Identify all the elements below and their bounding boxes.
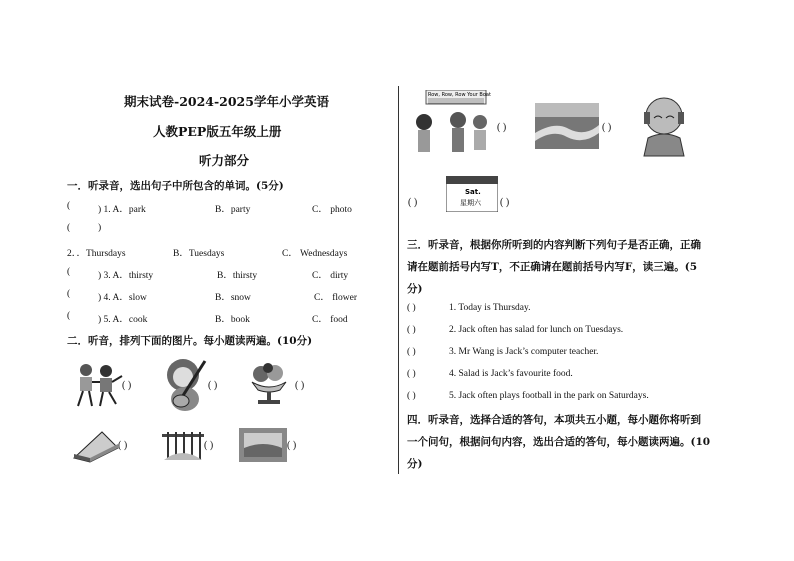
right-blank-1[interactable]: ( ) [497, 122, 507, 133]
q4-paren: ( [67, 289, 71, 299]
part3-item-paren[interactable]: ( ) [407, 369, 416, 379]
garden-fence-icon [162, 430, 204, 462]
part2-heading: 二．听音，排列下面的图片。每小题读两遍。(10分) [67, 335, 313, 347]
q2-option-c: C． Wednesdays [282, 249, 348, 259]
q2-option-a: 2．．Thursdays [67, 249, 126, 259]
part4-heading-line1: 四．听录音，选择合适的答句，本项共五小题，每小题你将听到 [407, 414, 701, 426]
part3-item-3: 3. Mr Wang is Jack’s computer teacher. [449, 347, 599, 357]
q3-option-b: B．thirsty [217, 271, 258, 281]
q5-option-a: ) 5. A．cook [98, 315, 148, 325]
listening-robot-icon [640, 94, 688, 160]
q4-option-c: C． flower [314, 293, 358, 303]
q3-option-c: C． dirty [312, 271, 349, 281]
q2-paren-close: ) [98, 223, 102, 233]
part4-heading-line2: 一个问句，根据问句内容，选出合适的答句，每小题读两遍。(10 [407, 436, 711, 448]
q2-option-b: B．Tuesdays [173, 249, 225, 259]
part2-blank-2[interactable]: ( ) [208, 380, 218, 391]
calendar-day-cn: 星期六 [460, 199, 481, 207]
q4-option-a: ) 4. A．slow [98, 293, 147, 303]
q2-paren: ( [67, 223, 71, 233]
song-title-label: Row, Row, Row Your Boat [428, 92, 491, 98]
q1-paren: ( [67, 201, 71, 211]
part3-item-paren[interactable]: ( ) [407, 391, 416, 401]
q5-paren: ( [67, 311, 71, 321]
part3-heading-line3: 分) [407, 283, 423, 295]
part2-blank-1[interactable]: ( ) [122, 380, 132, 391]
exam-subtitle: 人教PEP版五年级上册 [153, 124, 282, 139]
part1-heading: 一．听录音，选出句子中所包含的单词。(5分) [67, 180, 284, 192]
part3-heading-line1: 三．听录音，根据你所听到的内容判断下列句子是否正确，正确 [407, 239, 701, 251]
right-blank-4[interactable]: ( ) [500, 197, 510, 208]
part3-item-2: 2. Jack often has salad for lunch on Tuesdays. [449, 325, 624, 335]
q1-option-c: C． photo [312, 205, 352, 215]
calendar-saturday-icon [446, 176, 498, 212]
listening-heading: 听力部分 [199, 153, 250, 168]
children-dancing-icon [72, 362, 124, 408]
right-blank-2[interactable]: ( ) [602, 122, 612, 133]
q5-option-c: C． food [312, 315, 348, 325]
river-landscape-icon [535, 103, 599, 149]
part3-item-1: 1. Today is Thursday. [449, 303, 531, 313]
river-scene-icon [239, 428, 287, 462]
part3-item-5: 5. Jack often plays football in the park on Saturdays. [449, 391, 649, 401]
part2-blank-6[interactable]: ( ) [287, 440, 297, 451]
singing-children-icon [408, 90, 492, 162]
part4-heading-line3: 分) [407, 458, 423, 470]
q3-paren: ( [67, 267, 71, 277]
part3-heading-line2: 请在题前括号内写T，不正确请在题前括号内写F，读三遍。(5 [407, 261, 698, 273]
calendar-day-en: Sat. [465, 188, 481, 196]
part3-item-paren[interactable]: ( ) [407, 325, 416, 335]
part3-item-4: 4. Salad is Jack’s favourite food. [449, 369, 573, 379]
right-blank-3[interactable]: ( ) [408, 197, 418, 208]
q3-option-a: ) 3. A．thirsty [98, 271, 154, 281]
girl-with-guitar-icon [163, 355, 209, 413]
q4-option-b: B．snow [215, 293, 251, 303]
part2-blank-5[interactable]: ( ) [204, 440, 214, 451]
column-divider [398, 86, 399, 474]
q1-option-b: B．party [215, 205, 251, 215]
part3-item-paren[interactable]: ( ) [407, 347, 416, 357]
part3-item-paren[interactable]: ( ) [407, 303, 416, 313]
part2-blank-4[interactable]: ( ) [118, 440, 128, 451]
part2-blank-3[interactable]: ( ) [295, 380, 305, 391]
exam-title: 期末试卷-2024-2025学年小学英语 [124, 94, 329, 109]
q1-option-a: ) 1. A．park [98, 205, 146, 215]
sandwich-icon [72, 428, 120, 464]
ice-cream-sundae-icon [248, 362, 290, 406]
q5-option-b: B．book [215, 315, 250, 325]
